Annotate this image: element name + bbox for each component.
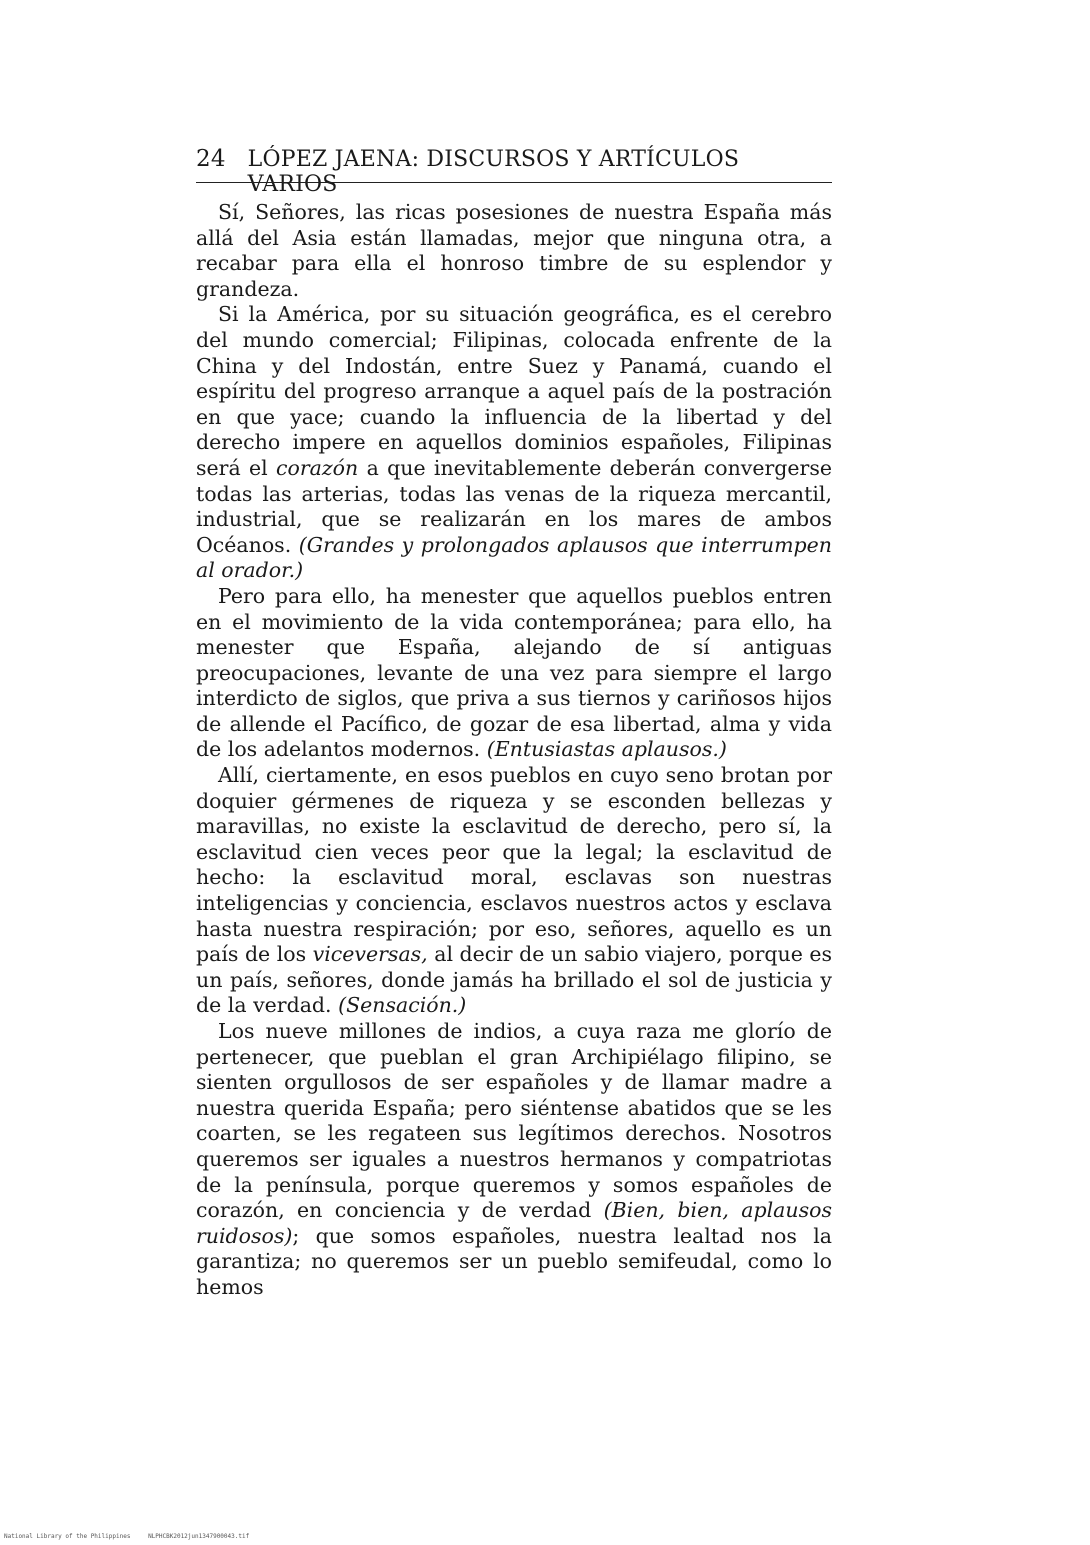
body-text xyxy=(196,200,832,1301)
text-run: Los nueve millones de indios, a cuya raza me glorío de pertenecer, que pueblan el gran Archipiélago filipino, se sienten orgullosos de ser españoles y de llamar madre a nuestra querida España; pero siéntense abatidos que se les coarten, se les regateen sus legítimos derechos. Nosotros queremos ser iguales a nuestros hermanos y compatriotas de la península, porque queremos y somos españoles de corazón, en conciencia y de verdad xyxy=(196,1019,832,1223)
paragraph-1 xyxy=(196,200,832,302)
paragraph-2 xyxy=(196,302,832,584)
italic-run: (Sensación.) xyxy=(338,993,467,1018)
text-run: Sí, Señores, las ricas posesiones de nuestra España más allá del Asia están llamadas, mejor que ninguna otra, a recabar para ella el honroso timbre de su esplendor y grandeza. xyxy=(196,200,832,301)
italic-run: corazón xyxy=(276,455,359,480)
italic-run: (Grandes y prolongados aplausos que interrumpen al orador.) xyxy=(196,532,832,583)
italic-run: (Bien, bien, aplausos ruidosos) xyxy=(196,1198,832,1248)
paragraph-3 xyxy=(196,584,832,763)
running-title: LÓPEZ JAENA: DISCURSOS Y ARTÍCULOS VARIOS xyxy=(247,147,740,197)
paragraph-4 xyxy=(196,763,832,1019)
text-run: al decir de un sabio viajero, porque es un país, señores, donde jamás ha brillado el sol de justicia y de la verdad. xyxy=(196,942,833,1018)
text-run: Si la América, por su situación geográfica, es el cerebro del mundo comercial; Filipinas, colocada enfrente de la China y del Indostán, entre Suez y Panamá, cuando el espíritu del progreso arranque a aquel país de la postración en que yace; cuando la influencia de la libertad y del derecho impere en aquellos dominios españoles, Filipinas será el xyxy=(196,302,832,480)
text-run: Allí, ciertamente, en esos pueblos en cuyo seno brotan por doquier gérmenes de riqueza y se esconden bellezas y maravillas, no existe la esclavitud de derecho, pero sí, la esclavitud cien veces peor que la legal; la esclavitud de hecho: la esclavitud moral, esclavas son nuestras inteligencias y conciencia, esclavos nuestros actos y esclava hasta nuestra respiración; por eso, señores, aquello es un país de los xyxy=(196,763,832,967)
header-rule xyxy=(196,182,832,183)
library-credit: National Library of the Philippines xyxy=(4,1533,131,1540)
file-identifier: NLPHCBK2012jun1347900043.tif xyxy=(148,1533,250,1540)
page-number: 24 xyxy=(196,146,226,172)
paragraph-5 xyxy=(196,1019,832,1301)
scan-footer xyxy=(4,1533,249,1540)
text-run: ; que somos españoles, nuestra lealtad nos la garantiza; no queremos ser un pueblo semifeudal, como lo hemos xyxy=(196,1223,832,1299)
text-run: a que inevitablemente deberán convergerse todas las arterias, todas las venas de la riqueza mercantil, industrial, que se realizarán en los mares de ambos Océanos. xyxy=(196,455,832,557)
italic-run: viceversas, xyxy=(312,942,428,967)
text-run: Pero para ello, ha menester que aquellos pueblos entren en el movimiento de la vida contemporánea; para ello, ha menester que España, alejando de sí antiguas preocupaciones, levante de una vez para siempre el largo interdicto de siglos, que priva a sus tiernos y cariñosos hijos de allende el Pacífico, de gozar de esa libertad, alma y vida de los adelantos modernos. xyxy=(196,583,832,762)
italic-run: (Entusiastas aplausos.) xyxy=(486,737,727,762)
running-header xyxy=(196,146,832,197)
